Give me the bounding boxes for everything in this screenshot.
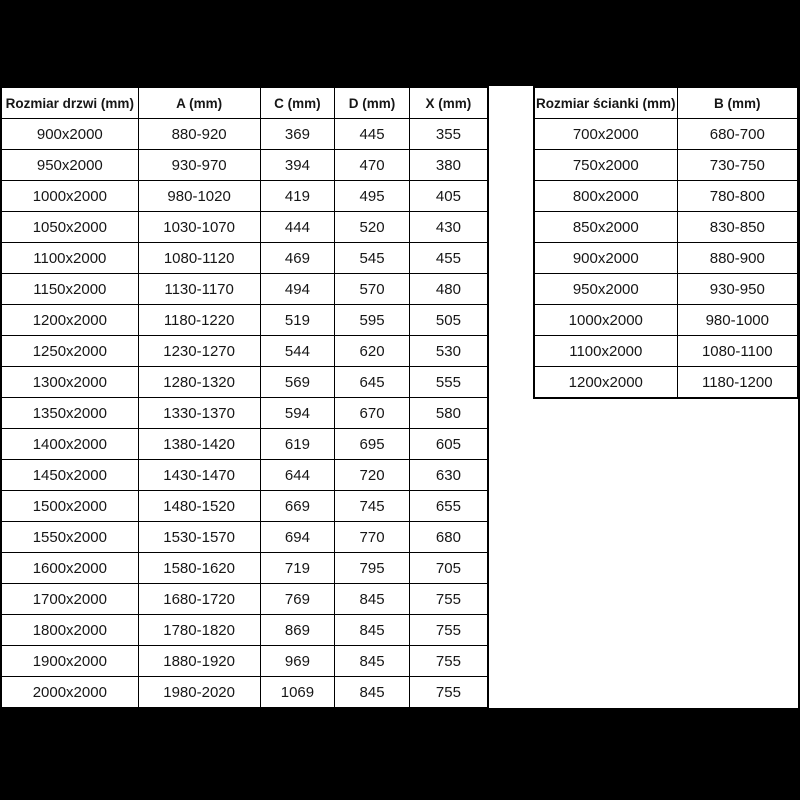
table-cell: 380 — [409, 150, 488, 181]
table-row — [1, 584, 488, 615]
table-row — [1, 460, 488, 491]
table-cell: 1350x2000 — [1, 398, 138, 429]
table-cell: 730-750 — [677, 150, 798, 181]
column-header: C (mm) — [260, 87, 335, 119]
table-cell: 1300x2000 — [1, 367, 138, 398]
table-row — [534, 181, 798, 212]
table-cell: 595 — [335, 305, 410, 336]
table-cell: 655 — [409, 491, 488, 522]
table-row — [534, 119, 798, 150]
table-row — [534, 212, 798, 243]
table-cell: 1700x2000 — [1, 584, 138, 615]
table-cell: 669 — [260, 491, 335, 522]
table-cell: 2000x2000 — [1, 677, 138, 709]
column-header: Rozmiar drzwi (mm) — [1, 87, 138, 119]
table-cell: 570 — [335, 274, 410, 305]
table-cell: 1800x2000 — [1, 615, 138, 646]
wall-size-table — [533, 86, 799, 399]
table-cell: 694 — [260, 522, 335, 553]
table-cell: 950x2000 — [534, 274, 677, 305]
table-cell: 1069 — [260, 677, 335, 709]
table-cell: 845 — [335, 584, 410, 615]
table-cell: 695 — [335, 429, 410, 460]
table-cell: 1530-1570 — [138, 522, 260, 553]
table-cell: 494 — [260, 274, 335, 305]
table-cell: 605 — [409, 429, 488, 460]
table-cell: 1180-1220 — [138, 305, 260, 336]
table-cell: 1100x2000 — [534, 336, 677, 367]
table-cell: 470 — [335, 150, 410, 181]
table-cell: 520 — [335, 212, 410, 243]
table-cell: 1180-1200 — [677, 367, 798, 399]
door-size-table — [0, 86, 489, 709]
table-cell: 770 — [335, 522, 410, 553]
table-row — [1, 491, 488, 522]
table-cell: 569 — [260, 367, 335, 398]
table-cell: 455 — [409, 243, 488, 274]
table-cell: 1400x2000 — [1, 429, 138, 460]
table-cell: 1080-1120 — [138, 243, 260, 274]
table-cell: 580 — [409, 398, 488, 429]
table-cell: 1480-1520 — [138, 491, 260, 522]
table-row — [1, 181, 488, 212]
table-cell: 780-800 — [677, 181, 798, 212]
table-row — [1, 336, 488, 367]
table-cell: 930-970 — [138, 150, 260, 181]
table-cell: 950x2000 — [1, 150, 138, 181]
table-row — [1, 646, 488, 677]
table-cell: 445 — [335, 119, 410, 150]
column-header: D (mm) — [335, 87, 410, 119]
table-cell: 1050x2000 — [1, 212, 138, 243]
table-row — [1, 243, 488, 274]
table-cell: 1580-1620 — [138, 553, 260, 584]
table-cell: 555 — [409, 367, 488, 398]
table-cell: 845 — [335, 646, 410, 677]
table-cell: 900x2000 — [534, 243, 677, 274]
table-cell: 505 — [409, 305, 488, 336]
table-cell: 755 — [409, 677, 488, 709]
table-cell: 619 — [260, 429, 335, 460]
table-row — [1, 553, 488, 584]
table-cell: 869 — [260, 615, 335, 646]
table-row — [1, 274, 488, 305]
table-cell: 700x2000 — [534, 119, 677, 150]
table-cell: 630 — [409, 460, 488, 491]
table-cell: 1780-1820 — [138, 615, 260, 646]
table-cell: 845 — [335, 615, 410, 646]
table-cell: 1250x2000 — [1, 336, 138, 367]
table-cell: 1880-1920 — [138, 646, 260, 677]
table-cell: 930-950 — [677, 274, 798, 305]
table-cell: 1500x2000 — [1, 491, 138, 522]
table-cell: 880-900 — [677, 243, 798, 274]
table-cell: 1200x2000 — [534, 367, 677, 399]
column-header: Rozmiar ścianki (mm) — [534, 87, 677, 119]
table-cell: 1230-1270 — [138, 336, 260, 367]
table-cell: 1550x2000 — [1, 522, 138, 553]
table-cell: 769 — [260, 584, 335, 615]
table-cell: 705 — [409, 553, 488, 584]
table-row — [534, 305, 798, 336]
column-header: B (mm) — [677, 87, 798, 119]
table-row — [534, 336, 798, 367]
table-cell: 1680-1720 — [138, 584, 260, 615]
table-cell: 369 — [260, 119, 335, 150]
table-cell: 430 — [409, 212, 488, 243]
table-cell: 1600x2000 — [1, 553, 138, 584]
table-cell: 419 — [260, 181, 335, 212]
table-cell: 1430-1470 — [138, 460, 260, 491]
table-cell: 530 — [409, 336, 488, 367]
table-row — [1, 615, 488, 646]
table-cell: 980-1020 — [138, 181, 260, 212]
table-cell: 594 — [260, 398, 335, 429]
table-cell: 444 — [260, 212, 335, 243]
table-cell: 1330-1370 — [138, 398, 260, 429]
table-cell: 980-1000 — [677, 305, 798, 336]
table-cell: 719 — [260, 553, 335, 584]
table-cell: 969 — [260, 646, 335, 677]
table-cell: 355 — [409, 119, 488, 150]
table-cell: 480 — [409, 274, 488, 305]
table-cell: 1280-1320 — [138, 367, 260, 398]
table-cell: 545 — [335, 243, 410, 274]
table-cell: 645 — [335, 367, 410, 398]
table-cell: 755 — [409, 615, 488, 646]
table-cell: 795 — [335, 553, 410, 584]
header-row — [1, 87, 488, 119]
header-row — [534, 87, 798, 119]
table-cell: 750x2000 — [534, 150, 677, 181]
table-row — [1, 367, 488, 398]
table-row — [1, 522, 488, 553]
table-cell: 720 — [335, 460, 410, 491]
table-cell: 850x2000 — [534, 212, 677, 243]
table-cell: 1030-1070 — [138, 212, 260, 243]
table-cell: 900x2000 — [1, 119, 138, 150]
table-row — [1, 119, 488, 150]
table-cell: 519 — [260, 305, 335, 336]
table-cell: 1080-1100 — [677, 336, 798, 367]
table-cell: 1450x2000 — [1, 460, 138, 491]
table-cell: 1000x2000 — [1, 181, 138, 212]
table-cell: 845 — [335, 677, 410, 709]
table-cell: 1200x2000 — [1, 305, 138, 336]
table-cell: 680-700 — [677, 119, 798, 150]
column-header: A (mm) — [138, 87, 260, 119]
table-cell: 620 — [335, 336, 410, 367]
table-cell: 1980-2020 — [138, 677, 260, 709]
table-row — [534, 243, 798, 274]
table-cell: 644 — [260, 460, 335, 491]
table-row — [1, 429, 488, 460]
table-row — [1, 150, 488, 181]
table-cell: 670 — [335, 398, 410, 429]
table-cell: 755 — [409, 646, 488, 677]
table-cell: 1380-1420 — [138, 429, 260, 460]
table-cell: 800x2000 — [534, 181, 677, 212]
table-cell: 544 — [260, 336, 335, 367]
table-cell: 1150x2000 — [1, 274, 138, 305]
table-row — [534, 367, 798, 399]
table-cell: 469 — [260, 243, 335, 274]
table-cell: 755 — [409, 584, 488, 615]
table-cell: 745 — [335, 491, 410, 522]
table-cell: 880-920 — [138, 119, 260, 150]
table-row — [534, 150, 798, 181]
table-row — [1, 677, 488, 709]
table-cell: 495 — [335, 181, 410, 212]
table-cell: 1100x2000 — [1, 243, 138, 274]
table-cell: 394 — [260, 150, 335, 181]
table-cell: 1900x2000 — [1, 646, 138, 677]
table-row — [1, 212, 488, 243]
table-cell: 680 — [409, 522, 488, 553]
table-cell: 1000x2000 — [534, 305, 677, 336]
table-cell: 830-850 — [677, 212, 798, 243]
table-cell: 405 — [409, 181, 488, 212]
column-header: X (mm) — [409, 87, 488, 119]
table-row — [534, 274, 798, 305]
table-row — [1, 398, 488, 429]
table-cell: 1130-1170 — [138, 274, 260, 305]
table-row — [1, 305, 488, 336]
